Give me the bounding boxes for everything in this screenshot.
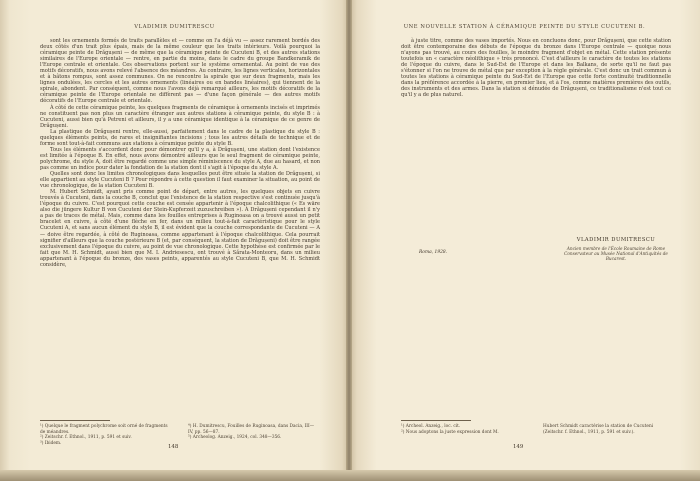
paragraph: sont les ornements formés de traits parallèles et — comme on l'a déjà vu — assez rarement bordés des deux côtés d'un trait plus épais, mais de la même couleur que les traits intérieurs. Voilà pourquoi la céramique peinte de Drăgușeni — de même que la céramique peinte de Cucuteni B, et des autres stations similaires de l'Europe orientale — rentre, en partie du moins, dans le cadre du groupe Bandkeramik de l'Europe centrale et orientale. Ces observations portent sur le système ornemental. Au point de vue des motifs décoratifs, nous avons relevé l'absence des méandres. Au contraire, les lignes verticales, horizontales et à bâtons rompus, sont assez communes. On ne rencontre la spirale que sur deux fragments, mais les lignes ondulées, les cercles et les autres ornements (linéaires ou en bandes linéaires), qui tiennent de la spirale, abondent. Par conséquent, comme nous l'avons déjà remarqué ailleurs, les motifs décoratifs de la céramique peinte de l'Europe orientale ne diffèrent pas — d'une façon générale — des autres motifs décoratifs de l'Europe centrale et orientale. — [40, 38, 320, 105]
footnote: ¹) Quelque le fragment polychrome soit orné de fragments de méandres. — [40, 424, 168, 435]
paragraph: à juste titre, comme des vases importés. Nous en concluons donc, pour Drăgușeni, que cette station doit être contemporaine des débuts de l'époque du bronze dans l'Europe centrale — quoique nous n'ayons pas trouvé, au cours des fouilles, le moindre fragment d'objet en métal. Cette station présente toutefois un « caractère néolithique » très prononcé. C'est d'ailleurs le caractère de toutes les stations de l'époque du cuivre, dans le Sud-Est de l'Europe et dans les Balkans, de sorte qu'il ne faut pas s'étonner si l'on ne trouve de métal que par exception à la règle générale. C'est donc un trait commun à toutes les stations à céramique peinte du Sud-Est de l'Europe que cette forte continuité traditionnelle dans la préférence accordée à la pierre, en premier lieu, et à l'os, comme matières premières des outils, des instruments et des armes. Dans la station si dénudée de Drăgușeni, ce traditionalisme n'est tout ce qu'il y a de plus naturel. — [401, 38, 671, 99]
footnote-column — [543, 424, 673, 435]
footnote-column — [401, 424, 531, 435]
footnote: ³) Ibidem. — [40, 440, 62, 446]
book-bottom-edge — [0, 470, 700, 481]
footnote: ⁴) H. Dumitrescu, Fouilles de Ruginoasa, dans Dacia, III—IV, pp. 56—87. — [188, 424, 314, 435]
footnote: ⁵) Archeolog. Anzeig., 1924, col. 348—356. — [188, 435, 282, 441]
paragraph: M. Hubert Schmidt, ayant pris comme point de départ, entre autres, les quelques objets en cuivre trouvés à Cucuteni, dans la couche B, conclut que l'existence de la station respective s'est continuée jusqu'à l'époque du cuivre. C'est pourquoi cette couche est censée appartenir à l'époque chalcolithique (« Es wäre also die jüngere Kultur B von Cucuteni der Stein-Kupferzeit zuzuschreiben »). À Drăgușeni cependant il n'y a pas de traces de métal. Mais, comme dans les fouilles entreprises à Ruginoasa on a trouvé aussi un petit bracelet en cuivre, à côté d'une flèche en fer, dans un milieu tout-à-fait caractéristique pour le style Cucuteni A, et sans aucun élément du style B, il est évident que la couche correspondante de Cucuteni — A — doive être regardée, à côté de Ruginoasa, comme appartenant à l'époque chalcolithique. Cela pourrait signifier d'ailleurs que la couche postérieure B (et, par conséquent, la station de Drăgușeni) doit être rangée exclusivement dans l'époque du cuivre, au point de vue chronologique. Cette hypothèse est confirmée par le fait que M. H. Schmidt, aussi bien que M. I. Andriesescu, ont trouvé à Sărata-Monteoru, dans un milieu appartenant à l'époque du bronze, des vases peints, apparentés au style Cucuteni B, que M. H. Schmidt considère, — [40, 189, 320, 268]
right-running-head: UNE NOUVELLE STATION À CÉRAMIQUE PEINTE DU STYLE CUCUTENI B. — [403, 24, 646, 30]
paragraph: Tous les éléments s'accordent donc pour démontrer qu'il y a, à Drăgușeni, une station dont l'existence est limitée à l'époque B. En effet, nous avons démontré ailleurs que le seul fragment de céramique peinte, polychrome, du style A, doit être regardé comme une simple réminiscence du style A, due au hasard, et non pas comme un indice pour dater la fondation de la station dont il s'agit à l'époque du style A. — [40, 146, 320, 171]
right-page — [349, 0, 700, 481]
footnote: ¹) Archeol. Anzeig., loc. cit. — [401, 424, 461, 429]
footnote-column — [40, 424, 170, 446]
paragraph: Quelles sont donc les limites chronologiques dans lesquelles peut être située la station de Drăgușeni, si elle appartient au style Cucuteni B ? Pour répondre à cette question il faut examiner la situation, au point de vue chronologique, de la station Cucuteni B. — [40, 171, 320, 190]
left-running-head: VLADIMIR DUMITRESCU — [134, 24, 215, 30]
footnote-column — [188, 424, 318, 441]
paragraph: La plastique de Drăgușeni rentre, elle-aussi, parfaitement dans le cadre de la plastique du style B : quelques éléments peints, de rares et insignifiantes incisions ; tous les autres détails de technique et de forme sont tout-à-fait communs aux stations à céramique peinte du style B. — [40, 128, 320, 147]
right-page-number: 149 — [513, 444, 524, 450]
footnote: ²) Zeitschr. f. Ethnol., 1911, p. 591 et suiv. — [40, 435, 132, 441]
footnote-rule — [401, 420, 471, 421]
footnote-rule — [40, 420, 110, 421]
left-body-text — [40, 38, 320, 268]
author-signature — [561, 237, 671, 262]
left-page-number: 148 — [168, 444, 179, 450]
book-gutter — [346, 0, 352, 481]
paragraph: À côté de cette céramique peinte, les quelques fragments de céramique à ornements incisés et imprimés ne constituent pas non plus un caractère étranger aux autres stations à céramique peinte, du style B : à Cucuteni, aussi bien qu'à Petreni et ailleurs, il y a une céramique identique à la céramique de ce genre de Drăgușeni. — [40, 104, 320, 129]
author-affiliation: Ancien membre de l'École Roumaine de Rome Conservateur au Musée National d'Antiquités de Bucarest. — [564, 246, 668, 262]
left-page — [0, 0, 349, 481]
place-date: Roma, 1928. — [419, 250, 448, 255]
author-name: VLADIMIR DUMITRESCU — [576, 237, 656, 243]
footnote: ²) Nous adoptons la juste expression dont M. — [401, 429, 499, 435]
right-body-text — [401, 38, 671, 98]
footnote: Hubert Schmidt caractérise la station de Cucuteni (Zeitschr. f. Ethnol., 1911, p. 591 et suiv.). — [543, 424, 654, 435]
